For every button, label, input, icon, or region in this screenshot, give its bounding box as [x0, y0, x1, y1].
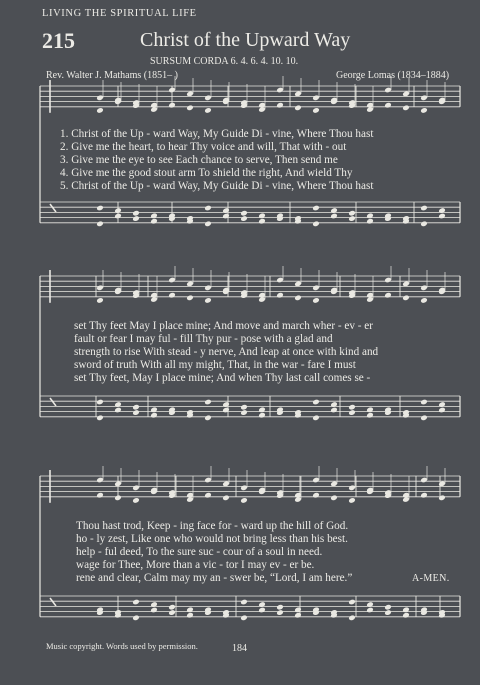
- note-head: [420, 221, 428, 228]
- lyric-line: 1. Christ of the Up - ward Way, My Guide Di - vine, Where Thou hast: [60, 128, 374, 140]
- note-head: [222, 407, 230, 414]
- note-head: [438, 407, 446, 414]
- note-head: [330, 207, 338, 214]
- note-head: [96, 297, 104, 304]
- note-head: [330, 495, 338, 502]
- note-head: [402, 612, 410, 619]
- note-head: [330, 401, 338, 408]
- note-head: [330, 213, 338, 220]
- note-head: [204, 415, 212, 422]
- note-head: [276, 609, 284, 616]
- note-head: [402, 607, 410, 614]
- note-head: [438, 401, 446, 408]
- note-head: [204, 205, 212, 212]
- note-head: [150, 407, 158, 414]
- lyric-line: set Thy feet May I place mine; And move and march wher - ev - er: [74, 320, 373, 332]
- note-head: [258, 407, 266, 414]
- music-composer: George Lomas (1834–1884): [336, 70, 450, 81]
- lyric-line: strength to rise With stead - y nerve, And leap at once with kind and: [74, 346, 379, 358]
- note-head: [96, 492, 104, 499]
- note-head: [312, 205, 320, 212]
- note-head: [366, 407, 374, 414]
- note-head: [96, 399, 104, 406]
- lyric-line: set Thy feet, May I place mine; And when Thy last call comes se -: [74, 372, 371, 384]
- note-head: [114, 407, 122, 414]
- note-head: [114, 213, 122, 220]
- note-head: [258, 213, 266, 220]
- lyric-line: sword of truth With all my might, That, in the war - fare I must: [74, 359, 356, 371]
- note-head: [132, 615, 140, 622]
- note-head: [438, 213, 446, 220]
- note-head: [384, 604, 392, 611]
- note-head: [132, 404, 140, 411]
- note-head: [420, 107, 428, 114]
- note-head: [240, 404, 248, 411]
- note-head: [222, 401, 230, 408]
- hymn-number: 215: [42, 28, 75, 53]
- note-head: [240, 210, 248, 217]
- note-head: [312, 415, 320, 422]
- note-head: [312, 297, 320, 304]
- note-head: [96, 107, 104, 114]
- note-head: [348, 599, 356, 606]
- note-head: [330, 407, 338, 414]
- note-head: [150, 601, 158, 608]
- note-head: [114, 401, 122, 408]
- note-head: [204, 492, 212, 499]
- note-head: [204, 399, 212, 406]
- note-head: [132, 215, 140, 222]
- note-head: [276, 292, 284, 299]
- lyric-line: 4. Give me the good stout arm To shield the right, And wield Thy: [60, 167, 353, 179]
- note-head: [384, 292, 392, 299]
- note-head: [348, 409, 356, 416]
- bass-clef: [50, 204, 56, 212]
- note-head: [312, 221, 320, 228]
- tune-name-meter: SURSUM CORDA 6. 4. 6. 4. 10. 10.: [150, 56, 299, 67]
- lyric-line: rene and clear, Calm may my an - swer be, “Lord, I am here.”: [76, 572, 353, 584]
- note-head: [258, 218, 266, 225]
- note-head: [294, 105, 302, 112]
- note-head: [366, 607, 374, 614]
- bass-clef: [50, 598, 56, 606]
- hymn-title: Christ of the Upward Way: [140, 29, 351, 51]
- note-head: [240, 615, 248, 622]
- note-head: [294, 607, 302, 614]
- note-head: [258, 607, 266, 614]
- note-head: [96, 415, 104, 422]
- note-head: [240, 497, 248, 504]
- note-head: [132, 599, 140, 606]
- note-head: [420, 297, 428, 304]
- note-head: [438, 207, 446, 214]
- note-head: [276, 604, 284, 611]
- note-head: [312, 107, 320, 114]
- note-head: [150, 607, 158, 614]
- note-head: [150, 218, 158, 225]
- note-head: [366, 213, 374, 220]
- lyric-line: help - ful deed, To the sure suc - cour of a soul in need.: [76, 546, 323, 558]
- note-head: [276, 102, 284, 109]
- note-head: [348, 615, 356, 622]
- section-title: LIVING THE SPIRITUAL LIFE: [42, 8, 197, 19]
- note-head: [222, 495, 230, 502]
- note-head: [348, 404, 356, 411]
- note-head: [366, 412, 374, 419]
- lyric-line: fault or fear I may ful - fill Thy pur - pose with a glad and: [74, 333, 333, 345]
- words-author: Rev. Walter J. Mathams (1851– ): [46, 70, 178, 81]
- note-head: [150, 213, 158, 220]
- note-head: [420, 399, 428, 406]
- copyright-note: Music copyright. Words used by permission.: [46, 641, 198, 651]
- note-head: [312, 492, 320, 499]
- note-head: [222, 207, 230, 214]
- note-head: [204, 107, 212, 114]
- note-head: [258, 412, 266, 419]
- note-head: [150, 412, 158, 419]
- lyric-line: ho - ly zest, Like one who would not bring less than his best.: [76, 533, 348, 545]
- page-number: 184: [232, 643, 247, 654]
- lyric-line: Thou hast trod, Keep - ing face for - ward up the hill of God.: [76, 520, 349, 532]
- note-head: [348, 210, 356, 217]
- note-head: [312, 399, 320, 406]
- note-head: [348, 215, 356, 222]
- note-head: [384, 102, 392, 109]
- note-head: [294, 612, 302, 619]
- note-head: [240, 409, 248, 416]
- note-head: [132, 497, 140, 504]
- note-head: [348, 497, 356, 504]
- note-head: [240, 599, 248, 606]
- note-head: [96, 205, 104, 212]
- note-head: [96, 221, 104, 228]
- note-head: [168, 609, 176, 616]
- note-head: [366, 601, 374, 608]
- note-head: [384, 609, 392, 616]
- note-head: [420, 205, 428, 212]
- note-head: [420, 415, 428, 422]
- note-head: [204, 297, 212, 304]
- note-head: [420, 492, 428, 499]
- note-head: [168, 604, 176, 611]
- note-head: [186, 295, 194, 302]
- note-head: [186, 105, 194, 112]
- note-head: [114, 207, 122, 214]
- amen: A-MEN.: [412, 573, 450, 584]
- note-head: [168, 102, 176, 109]
- note-head: [366, 218, 374, 225]
- note-head: [294, 295, 302, 302]
- note-head: [402, 295, 410, 302]
- note-head: [186, 607, 194, 614]
- note-head: [438, 495, 446, 502]
- note-head: [186, 612, 194, 619]
- note-head: [132, 409, 140, 416]
- note-head: [222, 213, 230, 220]
- note-head: [258, 601, 266, 608]
- note-head: [168, 292, 176, 299]
- note-head: [402, 105, 410, 112]
- note-head: [114, 495, 122, 502]
- lyric-line: 3. Give me the eye to see Each chance to serve, Then send me: [60, 154, 338, 166]
- note-head: [204, 221, 212, 228]
- lyric-line: wage for Thee, More than a vic - tor I may ev - er be.: [76, 559, 315, 571]
- lyric-line: 5. Christ of the Up - ward Way, My Guide Di - vine, Where Thou hast: [60, 180, 374, 192]
- bass-clef: [50, 398, 56, 406]
- note-head: [240, 215, 248, 222]
- lyric-line: 2. Give me the heart, to hear Thy voice and will, That with - out: [60, 141, 347, 153]
- note-head: [132, 210, 140, 217]
